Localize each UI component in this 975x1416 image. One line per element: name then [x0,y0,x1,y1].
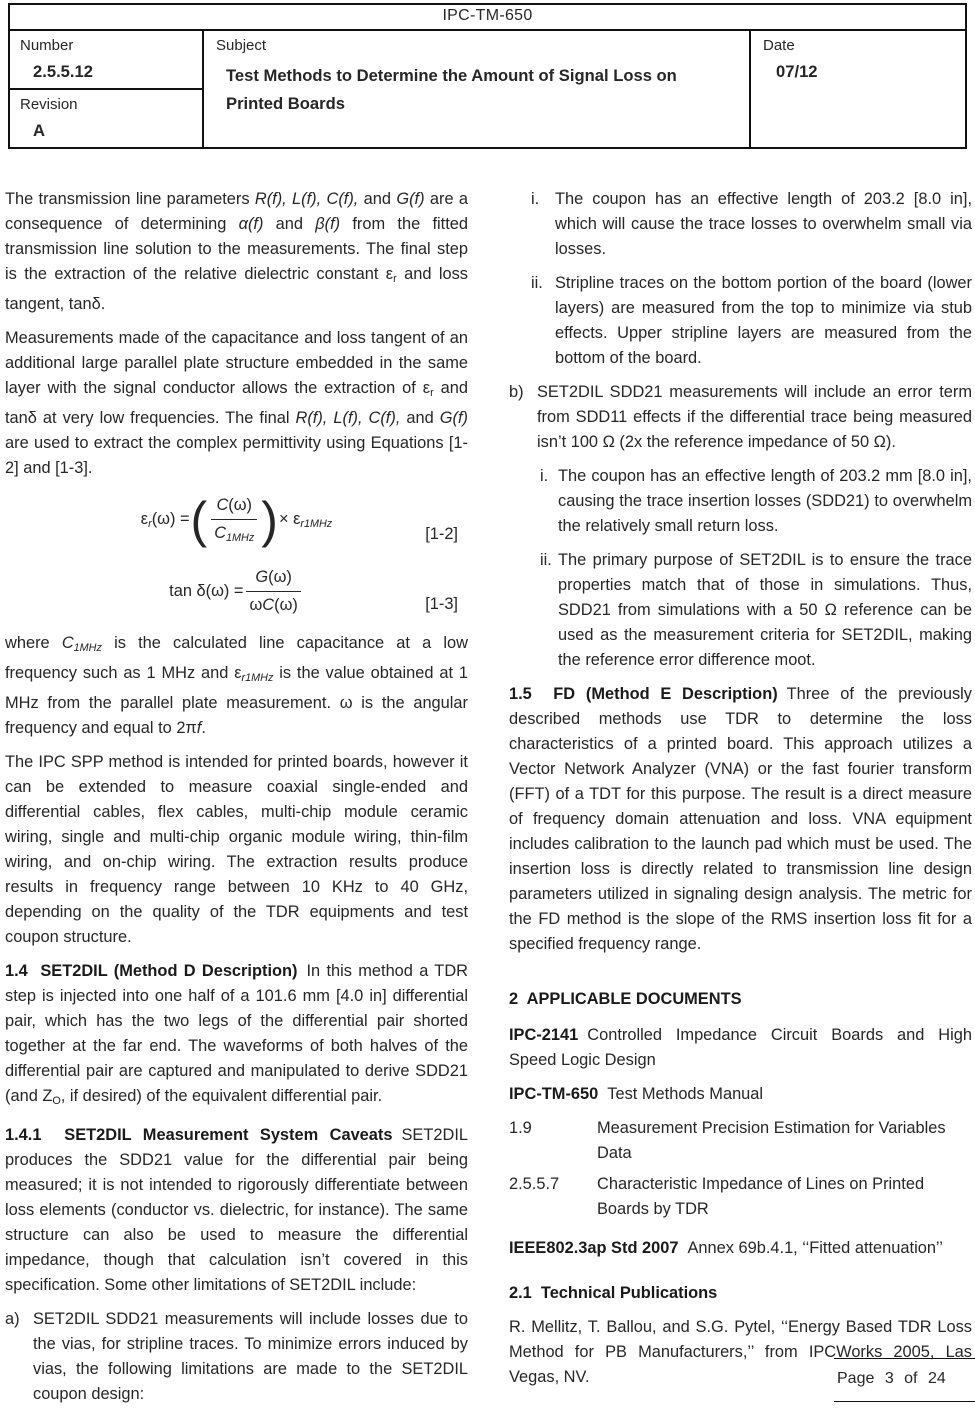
ref-ipc-2141-id: IPC-2141 [509,1026,579,1044]
ref-title: Characteristic Impedance of Lines on Printed Boards by TDR [597,1175,925,1218]
page-indicator [834,1358,975,1402]
fraction-denominator: C1MHz [211,519,257,551]
section-1-4-1-text: SET2DIL produces the SDD21 value for the differential pair being measured; it is not intended to rigorously differentiate between loss elements (conductor vs. dielectric, for instance). The same structure can also be used to measure the differential impedance, though that calculation isn’t covered in this specification. Some other limitations of SET2DIL include: [5,1125,468,1294]
header-left-column [10,31,204,147]
fraction-numerator: C(ω) [216,495,253,514]
section-2-heading: 2 APPLICABLE DOCUMENTS [509,990,742,1008]
document-title: IPC-TM-650 [10,5,965,31]
ref-row-2-5-5-7 [509,1172,972,1222]
para-transmission-line: The transmission line parameters R(f), L(f), C(f), and G(f) are a consequence of determining α(f) and β(f) from the fitted transmission line solution to the measurements. The final step is the extraction of the relative dielectric constant εr and loss tangent, tanδ. [5,190,468,313]
date-cell [749,31,965,147]
ref-ipc-2141-title: Controlled Impedance Circuit Boards and High Speed Logic Design [509,1026,972,1069]
section-1-5-heading: 1.5 FD (Method E Description) [509,685,778,703]
para-ipc-spp-method: The IPC SPP method is intended for printed boards, however it can be extended to measure coaxial single-ended and differential cables, flex cables, multi-chip module ceramic wiring, single and multi-chip organic module wiring, thin-film wiring, and on-chip wiring. The extraction results produce results in frequency range between 10 KHz to 40 GHz, depending on the quality of the TDR equipments and test coupon structure. [5,752,468,946]
section-1-4-heading: 1.4 SET2DIL (Method D Description) [5,961,298,980]
section-1-5 [509,682,972,957]
number-value: 2.5.5.12 [33,62,93,81]
list-item-b-i-text: The coupon has an effective length of 203.2 mm [8.0 in], causing the trace insertion losses (SDD21) to overwhelm the relatively small return loss. [558,467,972,535]
ref-ipc-tm-650 [509,1082,972,1107]
list-item-ii-text: Stripline traces on the bottom portion of the board (lower layers) are measured from the top to minimize via stub effects. Upper stripline layers are measured from the bottom of the board. [555,274,972,367]
list-item-ii [509,271,972,371]
section-1-4-1-heading: 1.4.1 SET2DIL Measurement System Caveats [5,1125,393,1144]
ref-number: 2.5.5.7 [509,1175,560,1193]
open-paren: ( [190,492,208,549]
fraction-numerator: G(ω) [255,568,292,587]
equation-1-3-body [169,565,304,618]
list-item-i [509,187,972,262]
list-marker-b: b) [509,383,524,401]
page-indicator-text: Page 3 of 24 [837,1370,946,1387]
section-1-4-text: In this method a TDR step is injected into one half of a 101.6 mm [4.0 in] differential pair, which has the two legs of the differential pair shorted together at the far end. The waveforms of both halves of the differential pair are captured and manipulated to derive SDD21 (and ZO, if desired) of the equivalent differential pair. [5,961,468,1107]
subject-value: Test Methods to Determine the Amount of Signal Loss on Printed Boards [226,66,677,113]
equation-1-3-lhs: tan δ(ω) = [169,582,244,601]
revision-cell [10,88,202,147]
subject-label: Subject [216,37,267,54]
equation-1-2-lhs: εr(ω) = [140,509,190,530]
ref-ipc-tm-650-title: Test Methods Manual [607,1085,764,1103]
subject-cell [204,31,749,147]
list-marker-a: a) [5,1309,20,1328]
equation-1-2-body [141,493,332,551]
date-label: Date [763,37,795,54]
header-grid [10,31,965,147]
equation-1-2 [5,493,468,551]
equation-1-2-rhs: × εr1MHz [278,509,333,530]
number-label: Number [20,37,74,54]
number-cell [10,31,202,88]
section-1-5-text: Three of the previously described methods use TDR to determine the loss characteristics of a printed board. This approach utilizes a Vector Network Analyzer (VNA) or the fast fourier transform (FFT) of a TDT for this purpose. The result is a direct measure of frequency domain attenuation and loss. VNA equipment includes calibration to the launch pad which must be used. The insertion loss is directly related to transmission line design parameters utilized in signaling design analysis. The metric for the FD method is the slope of the RMS insertion loss fit for a specified frequency range. [509,685,972,953]
ref-number: 1.9 [509,1119,532,1137]
document-body [5,187,972,1416]
list-item-b-ii-text: The primary purpose of SET2DIL is to ensure the trace properties match that of those in simulations. Thus, SDD21 from simulations with a 50 Ω reference can be used as the measurement criteria for SET2DIL, making the reference error difference moot. [558,551,972,669]
ref-ipc-2141 [509,1023,972,1073]
document-header [8,3,967,149]
revision-value: A [33,121,45,140]
list-item-b-i [509,464,972,539]
list-marker-b-ii: ii. [540,551,552,569]
list-item-i-text: The coupon has an effective length of 203.2 [8.0 in], which will cause the trace losses to overwhelm small via losses. [555,190,972,258]
para-where-c1mhz: where C1MHz is the calculated line capacitance at a low frequency such as 1 MHz and εr1MHz is the value obtained at 1 MHz from the parallel plate measurement. ω is the angular frequency and equal to 2πf. [5,633,468,737]
list-marker-ii: ii. [531,274,543,292]
date-value: 07/12 [776,62,818,81]
equation-1-3-label: [1-3] [425,594,458,613]
close-paren: ) [261,492,278,549]
list-item-b-ii [509,548,972,673]
para-publication: R. Mellitz, T. Ballou, and S.G. Pytel, ‘‘Energy Based TDR Loss Method for PB Manufacturers,’’ from IPCWorks 2005, Las Vegas, NV. [509,1318,972,1386]
fraction-denominator: ωC(ω) [246,591,300,618]
ref-ieee-id: IEEE802.3ap Std 2007 [509,1239,679,1257]
equation-1-2-label: [1-2] [425,524,458,543]
ref-ipc-tm-650-id: IPC-TM-650 [509,1085,599,1103]
section-1-4-1 [5,1123,468,1298]
left-column [5,187,468,1416]
section-2-1-heading: 2.1 Technical Publications [509,1284,718,1302]
equation-1-3 [5,563,468,621]
list-item-a [5,1307,468,1407]
list-marker-b-i: i. [540,467,549,485]
equation-1-3-fraction [246,565,300,618]
section-1-4 [5,959,468,1114]
revision-label: Revision [20,96,78,113]
list-item-b [509,380,972,455]
list-item-a-text: SET2DIL SDD21 measurements will include losses due to the vias, for stripline traces. To minimize errors induced by vias, the following limitations are made to the SET2DIL coupon design: [33,1309,468,1403]
ref-ieee-802-3ap [509,1236,972,1261]
right-column [509,187,972,1416]
para-capacitance-measurements: Measurements made of the capacitance and loss tangent of an additional large parallel plate structure embedded in the same layer with the signal conductor allows the extraction of εr and tanδ at very low frequencies. The final R(f), L(f), C(f), and G(f) are used to extract the complex permittivity using Equations [1-2] and [1-3]. [5,328,468,477]
list-item-b-text: SET2DIL SDD21 measurements will include an error term from SDD11 effects if the differential trace being measured isn’t 100 Ω (2x the reference impedance of 50 Ω). [537,383,972,451]
ref-ieee-title: Annex 69b.4.1, ‘‘Fitted attenuation’’ [687,1239,943,1257]
ref-title: Measurement Precision Estimation for Variables Data [597,1119,946,1162]
ref-row-1-9 [509,1116,972,1166]
list-marker-i: i. [531,190,540,208]
equation-1-2-fraction [211,493,257,551]
